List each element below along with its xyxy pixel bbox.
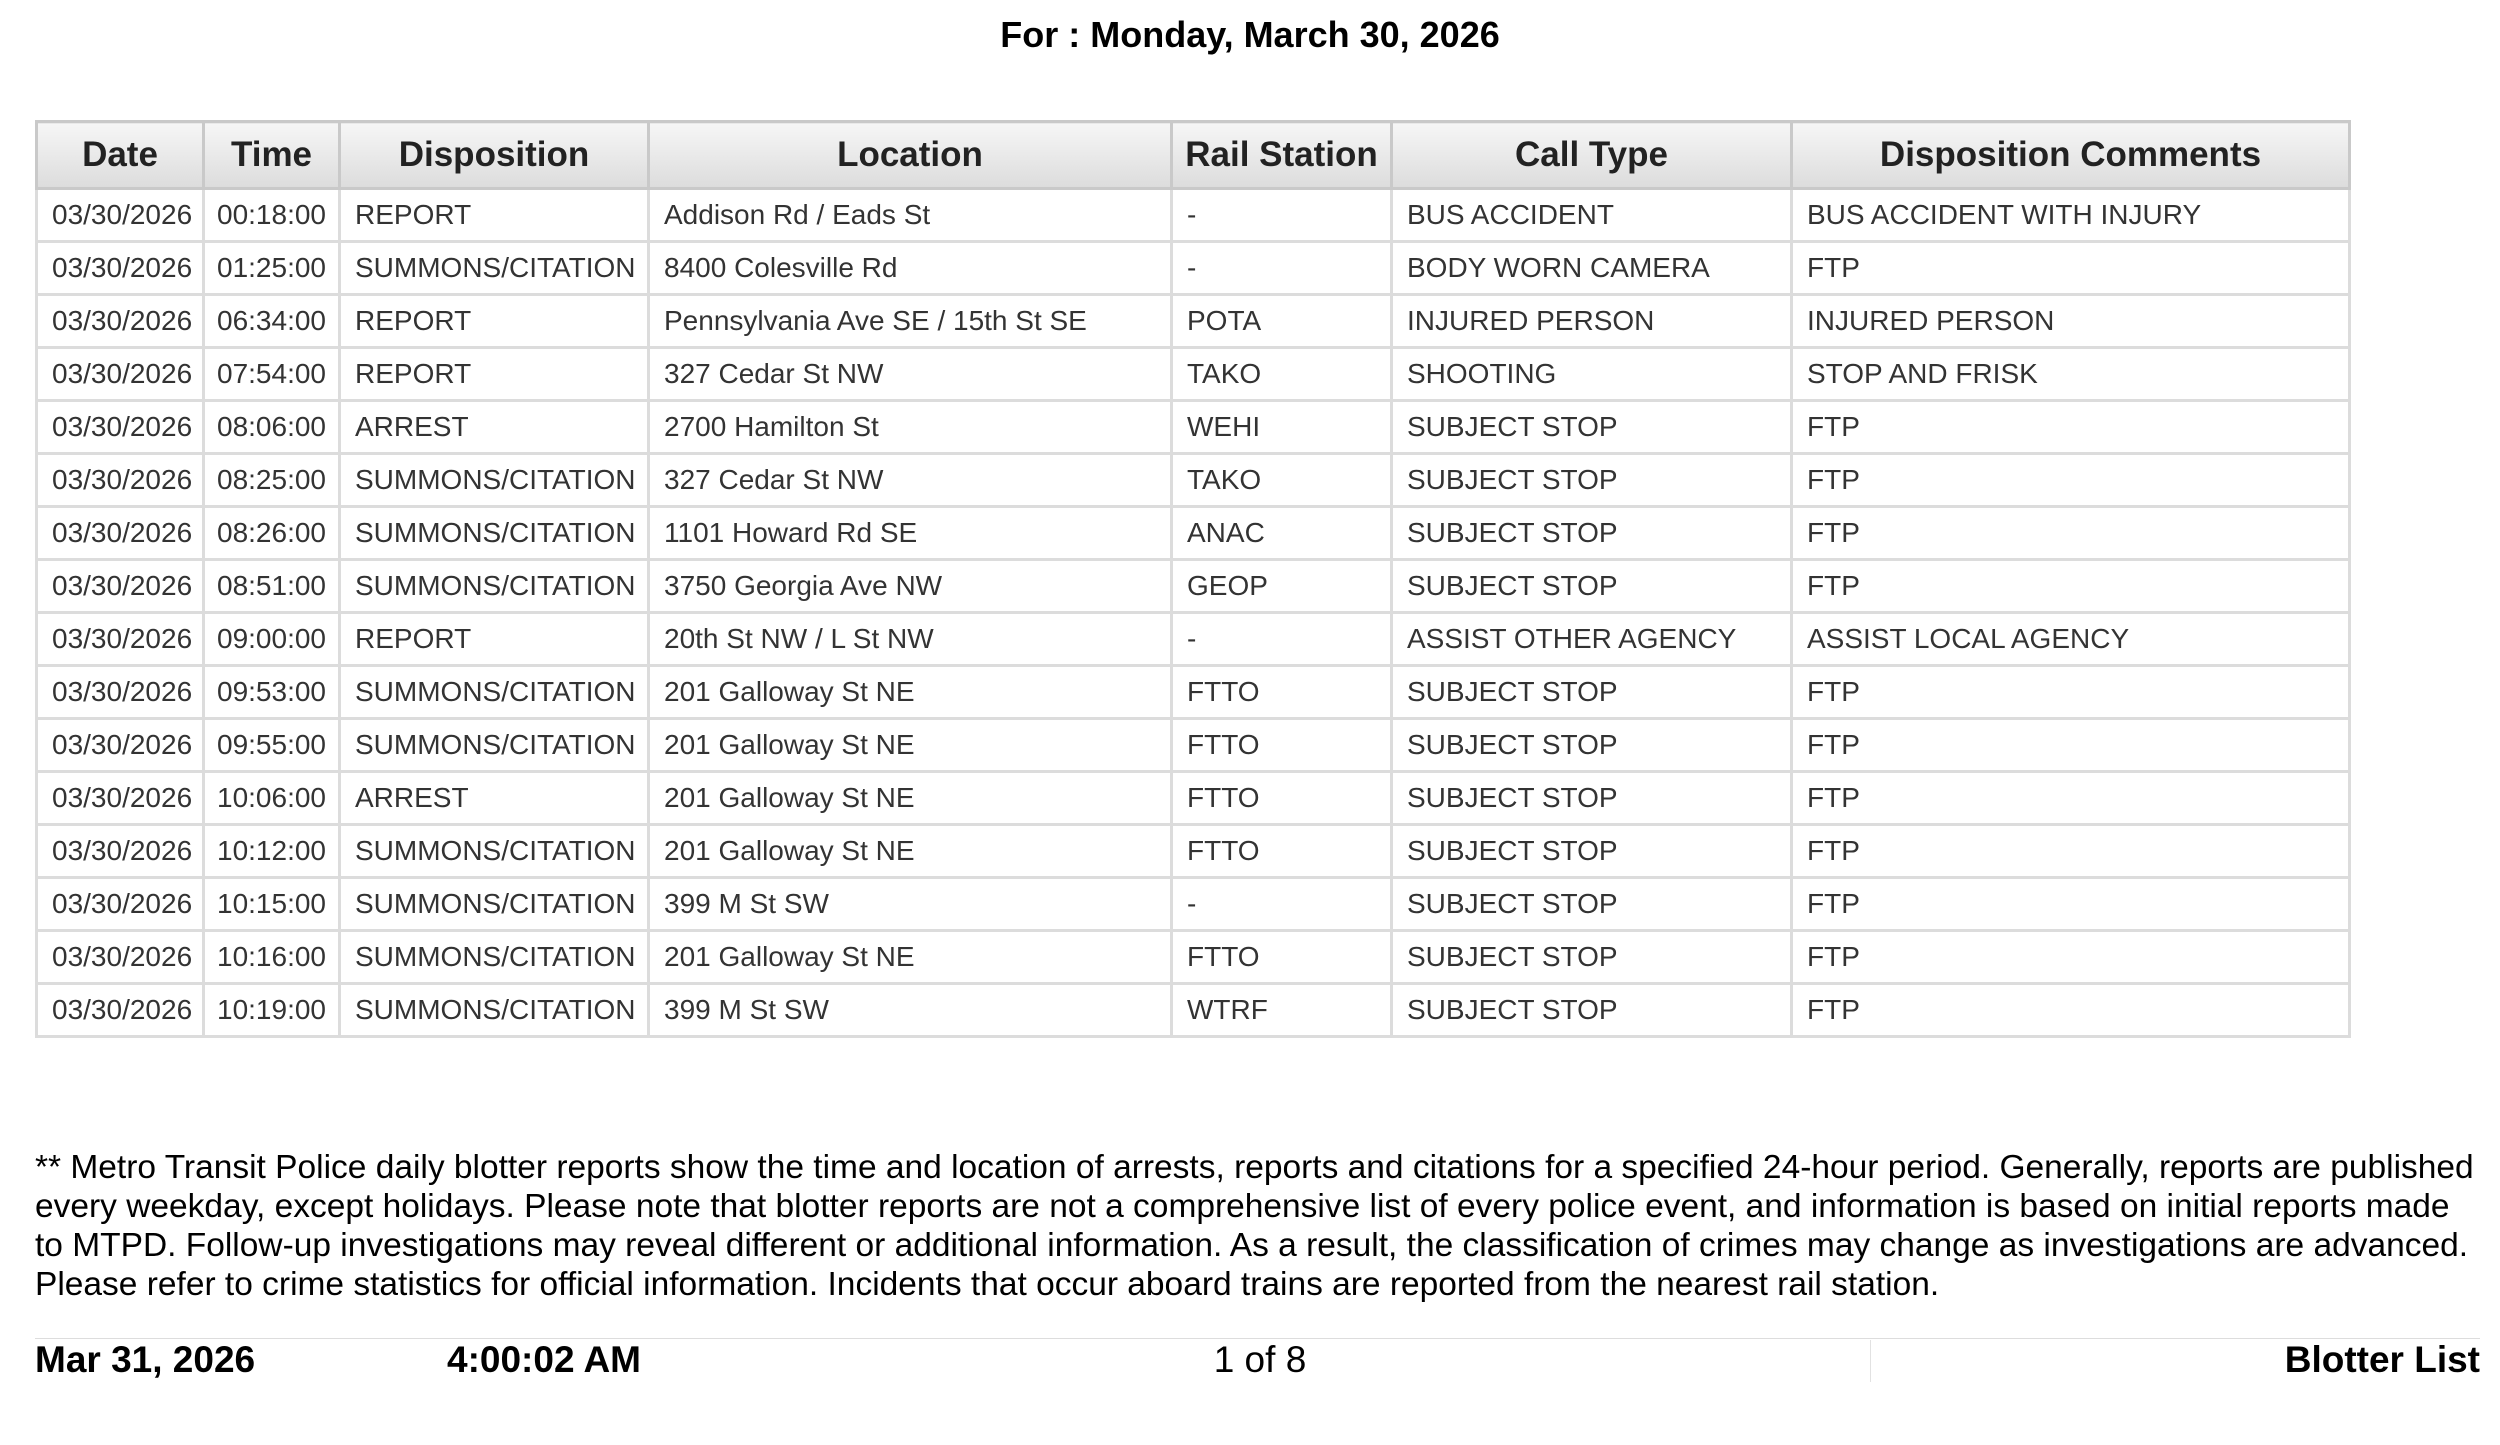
- cell-location: 327 Cedar St NW: [649, 454, 1172, 507]
- cell-location: 8400 Colesville Rd: [649, 242, 1172, 295]
- cell-rail-station: WTRF: [1172, 984, 1392, 1037]
- cell-disposition-comments: ASSIST LOCAL AGENCY: [1792, 613, 2350, 666]
- cell-disposition: SUMMONS/CITATION: [340, 454, 649, 507]
- cell-time: 06:34:00: [204, 295, 340, 348]
- cell-rail-station: GEOP: [1172, 560, 1392, 613]
- table-row: [37, 189, 2350, 242]
- cell-call-type: BUS ACCIDENT: [1392, 189, 1792, 242]
- cell-disposition-comments: FTP: [1792, 401, 2350, 454]
- table-row: [37, 878, 2350, 931]
- cell-time: 10:15:00: [204, 878, 340, 931]
- table-row: [37, 401, 2350, 454]
- column-header-rail-station: Rail Station: [1172, 122, 1392, 189]
- table-row: [37, 507, 2350, 560]
- table-row: [37, 984, 2350, 1037]
- column-header-time: Time: [204, 122, 340, 189]
- cell-location: 2700 Hamilton St: [649, 401, 1172, 454]
- footer-column-divider: [1870, 1340, 1871, 1382]
- cell-disposition-comments: FTP: [1792, 242, 2350, 295]
- cell-rail-station: FTTO: [1172, 931, 1392, 984]
- cell-date: 03/30/2026: [37, 348, 204, 401]
- footer-report-title: Blotter List: [2284, 1339, 2480, 1380]
- report-heading: For : Monday, March 30, 2026: [1000, 14, 1500, 55]
- cell-location: 399 M St SW: [649, 878, 1172, 931]
- column-header-call-type: Call Type: [1392, 122, 1792, 189]
- cell-disposition-comments: FTP: [1792, 825, 2350, 878]
- cell-call-type: ASSIST OTHER AGENCY: [1392, 613, 1792, 666]
- cell-disposition-comments: FTP: [1792, 878, 2350, 931]
- table-body: [37, 189, 2350, 1037]
- cell-time: 07:54:00: [204, 348, 340, 401]
- table-row: [37, 560, 2350, 613]
- column-header-location: Location: [649, 122, 1172, 189]
- cell-time: 09:00:00: [204, 613, 340, 666]
- column-header-disposition: Disposition: [340, 122, 649, 189]
- table-row: [37, 719, 2350, 772]
- cell-date: 03/30/2026: [37, 560, 204, 613]
- cell-rail-station: TAKO: [1172, 348, 1392, 401]
- table-row: [37, 931, 2350, 984]
- cell-disposition: SUMMONS/CITATION: [340, 507, 649, 560]
- table-row: [37, 825, 2350, 878]
- cell-call-type: SUBJECT STOP: [1392, 772, 1792, 825]
- cell-rail-station: FTTO: [1172, 719, 1392, 772]
- cell-disposition: SUMMONS/CITATION: [340, 931, 649, 984]
- cell-rail-station: WEHI: [1172, 401, 1392, 454]
- cell-time: 10:16:00: [204, 931, 340, 984]
- cell-time: 01:25:00: [204, 242, 340, 295]
- cell-disposition-comments: STOP AND FRISK: [1792, 348, 2350, 401]
- cell-disposition-comments: FTP: [1792, 454, 2350, 507]
- cell-rail-station: FTTO: [1172, 772, 1392, 825]
- cell-time: 10:12:00: [204, 825, 340, 878]
- cell-disposition-comments: FTP: [1792, 560, 2350, 613]
- cell-disposition: REPORT: [340, 613, 649, 666]
- cell-time: 09:55:00: [204, 719, 340, 772]
- cell-location: 399 M St SW: [649, 984, 1172, 1037]
- cell-disposition: SUMMONS/CITATION: [340, 560, 649, 613]
- cell-rail-station: ANAC: [1172, 507, 1392, 560]
- cell-time: 10:19:00: [204, 984, 340, 1037]
- cell-date: 03/30/2026: [37, 878, 204, 931]
- cell-location: 327 Cedar St NW: [649, 348, 1172, 401]
- table-row: [37, 348, 2350, 401]
- cell-disposition-comments: INJURED PERSON: [1792, 295, 2350, 348]
- cell-location: 3750 Georgia Ave NW: [649, 560, 1172, 613]
- cell-disposition: ARREST: [340, 772, 649, 825]
- table-row: [37, 295, 2350, 348]
- cell-time: 08:51:00: [204, 560, 340, 613]
- cell-time: 09:53:00: [204, 666, 340, 719]
- cell-location: 201 Galloway St NE: [649, 772, 1172, 825]
- table-row: [37, 454, 2350, 507]
- cell-disposition: REPORT: [340, 348, 649, 401]
- cell-disposition-comments: FTP: [1792, 984, 2350, 1037]
- cell-disposition-comments: FTP: [1792, 507, 2350, 560]
- cell-date: 03/30/2026: [37, 401, 204, 454]
- cell-disposition: SUMMONS/CITATION: [340, 878, 649, 931]
- cell-date: 03/30/2026: [37, 295, 204, 348]
- cell-date: 03/30/2026: [37, 189, 204, 242]
- cell-disposition: SUMMONS/CITATION: [340, 242, 649, 295]
- table-row: [37, 613, 2350, 666]
- cell-disposition-comments: FTP: [1792, 931, 2350, 984]
- cell-date: 03/30/2026: [37, 613, 204, 666]
- cell-disposition: ARREST: [340, 401, 649, 454]
- cell-call-type: SHOOTING: [1392, 348, 1792, 401]
- cell-rail-station: -: [1172, 189, 1392, 242]
- cell-time: 08:06:00: [204, 401, 340, 454]
- table-header-row: [37, 122, 2350, 189]
- table-row: [37, 242, 2350, 295]
- cell-rail-station: -: [1172, 613, 1392, 666]
- cell-call-type: SUBJECT STOP: [1392, 719, 1792, 772]
- column-header-date: Date: [37, 122, 204, 189]
- cell-date: 03/30/2026: [37, 454, 204, 507]
- cell-time: 00:18:00: [204, 189, 340, 242]
- cell-call-type: SUBJECT STOP: [1392, 401, 1792, 454]
- cell-disposition: REPORT: [340, 189, 649, 242]
- cell-rail-station: -: [1172, 878, 1392, 931]
- cell-rail-station: POTA: [1172, 295, 1392, 348]
- cell-disposition-comments: BUS ACCIDENT WITH INJURY: [1792, 189, 2350, 242]
- cell-disposition: REPORT: [340, 295, 649, 348]
- footer-print-time: 4:00:02 AM: [447, 1339, 641, 1380]
- cell-rail-station: -: [1172, 242, 1392, 295]
- cell-rail-station: FTTO: [1172, 666, 1392, 719]
- cell-location: Addison Rd / Eads St: [649, 189, 1172, 242]
- cell-location: 201 Galloway St NE: [649, 825, 1172, 878]
- cell-disposition-comments: FTP: [1792, 719, 2350, 772]
- cell-disposition: SUMMONS/CITATION: [340, 825, 649, 878]
- cell-location: 20th St NW / L St NW: [649, 613, 1172, 666]
- disclaimer-note: ** Metro Transit Police daily blotter reports show the time and location of arrests, reports and citations for a specified 24-hour period. Generally, reports are published every weekday, except holidays. Please note that blotter reports are not a comprehensive list of every police event, and information is based on initial reports made to MTPD. Follow-up investigations may reveal different or additional information. As a result, the classification of crimes may change as investigations are advanced. Please refer to crime statistics for official information. Incidents that occur aboard trains are reported from the nearest rail station.: [35, 1149, 2474, 1303]
- cell-date: 03/30/2026: [37, 719, 204, 772]
- cell-disposition: SUMMONS/CITATION: [340, 666, 649, 719]
- cell-date: 03/30/2026: [37, 242, 204, 295]
- cell-rail-station: FTTO: [1172, 825, 1392, 878]
- cell-location: 1101 Howard Rd SE: [649, 507, 1172, 560]
- blotter-table: [35, 120, 2351, 1038]
- cell-disposition: SUMMONS/CITATION: [340, 984, 649, 1037]
- cell-date: 03/30/2026: [37, 931, 204, 984]
- cell-date: 03/30/2026: [37, 666, 204, 719]
- cell-date: 03/30/2026: [37, 772, 204, 825]
- cell-disposition-comments: FTP: [1792, 772, 2350, 825]
- cell-call-type: SUBJECT STOP: [1392, 507, 1792, 560]
- cell-location: 201 Galloway St NE: [649, 719, 1172, 772]
- cell-location: 201 Galloway St NE: [649, 666, 1172, 719]
- cell-call-type: SUBJECT STOP: [1392, 984, 1792, 1037]
- table-row: [37, 666, 2350, 719]
- cell-call-type: SUBJECT STOP: [1392, 560, 1792, 613]
- cell-location: Pennsylvania Ave SE / 15th St SE: [649, 295, 1172, 348]
- cell-time: 10:06:00: [204, 772, 340, 825]
- cell-date: 03/30/2026: [37, 507, 204, 560]
- column-header-disposition-comments: Disposition Comments: [1792, 122, 2350, 189]
- cell-time: 08:25:00: [204, 454, 340, 507]
- cell-location: 201 Galloway St NE: [649, 931, 1172, 984]
- footer-page-number: 1 of 8: [1213, 1339, 1307, 1380]
- cell-call-type: SUBJECT STOP: [1392, 931, 1792, 984]
- cell-disposition: SUMMONS/CITATION: [340, 719, 649, 772]
- cell-call-type: SUBJECT STOP: [1392, 666, 1792, 719]
- table-row: [37, 772, 2350, 825]
- cell-time: 08:26:00: [204, 507, 340, 560]
- cell-call-type: BODY WORN CAMERA: [1392, 242, 1792, 295]
- cell-call-type: SUBJECT STOP: [1392, 878, 1792, 931]
- cell-call-type: SUBJECT STOP: [1392, 454, 1792, 507]
- cell-date: 03/30/2026: [37, 984, 204, 1037]
- cell-call-type: INJURED PERSON: [1392, 295, 1792, 348]
- footer-print-date: Mar 31, 2026: [35, 1339, 256, 1380]
- cell-rail-station: TAKO: [1172, 454, 1392, 507]
- cell-call-type: SUBJECT STOP: [1392, 825, 1792, 878]
- cell-disposition-comments: FTP: [1792, 666, 2350, 719]
- cell-date: 03/30/2026: [37, 825, 204, 878]
